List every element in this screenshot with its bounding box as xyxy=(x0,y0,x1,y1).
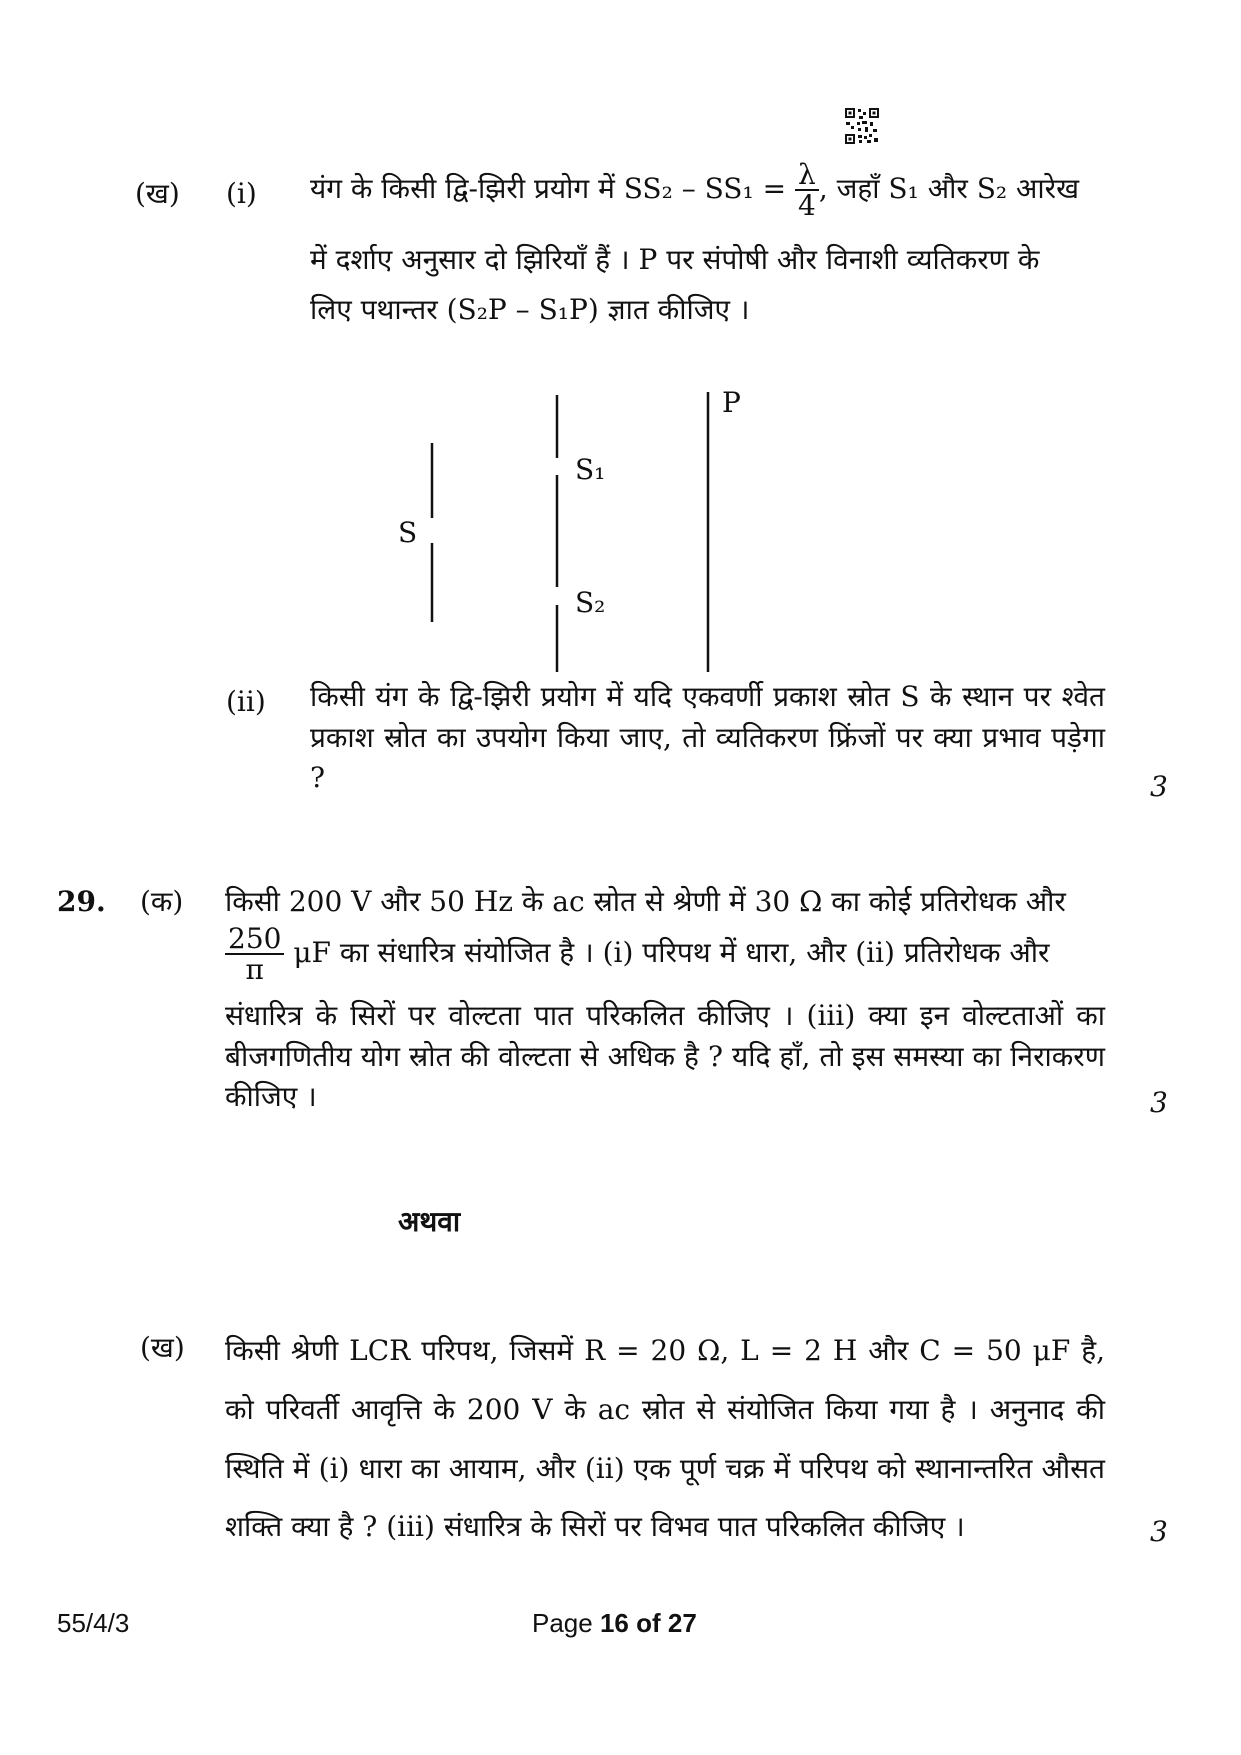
part-i-label: (i) xyxy=(226,177,257,210)
page-number xyxy=(532,1608,697,1639)
part-ii-text: किसी यंग के द्वि-झिरी प्रयोग में यदि एकवर्णी प्रकाश स्रोत S के स्थान पर श्वेत प्रकाश स्रोत का उपयोग किया जाए, तो व्यतिकरण फ्रिंजों पर क्या प्रभाव पड़ेगा ? xyxy=(310,680,1105,795)
label-s1: S₁ xyxy=(575,453,606,486)
section-b-marks: 3 xyxy=(1150,770,1168,803)
q29-part-b-label: (ख) xyxy=(140,1331,185,1364)
double-slit-diagram xyxy=(380,380,760,680)
q29-part-a-line-2-post: μF का संधारित्र संयोजित है । (i) परिपथ में धारा, और (ii) प्रतिरोधक और xyxy=(293,935,1050,969)
q29-part-b-text: किसी श्रेणी LCR परिपथ, जिसमें R = 20 Ω, L = 2 H और C = 50 μF है, को परिवर्ती आवृत्ति के 200 V के ac स्रोत से संयोजित किया गया है । अनुनाद की स्थिति में (i) धारा का आयाम, और (ii) एक पूर्ण चक्र में परिपथ को स्थानान्तरित औसत शक्ति क्या है ? (iii) संधारित्र के सिरों पर विभव पात परिकलित कीजिए । xyxy=(225,1334,1105,1544)
fraction-numerator: λ xyxy=(795,160,819,191)
q29-part-a-line-1: किसी 200 V और 50 Hz के ac स्रोत से श्रेणी में 30 Ω का कोई प्रतिरोधक और xyxy=(225,885,1066,918)
lambda-over-four-fraction xyxy=(795,160,819,221)
paper-code: 55/4/3 xyxy=(57,1608,130,1638)
q29-part-a-line-2 xyxy=(225,924,1105,985)
part-i-line-3: लिए पथान्तर (S₂P – S₁P) ज्ञात कीजिए । xyxy=(310,293,750,326)
label-s2: S₂ xyxy=(575,586,606,619)
q29-part-b-marks: 3 xyxy=(1150,1515,1168,1548)
question-number-29: 29. xyxy=(57,885,106,918)
label-p: P xyxy=(722,386,741,419)
page-of: of xyxy=(628,1608,668,1638)
page-prefix: Page xyxy=(532,1608,600,1638)
or-separator: अथवा xyxy=(398,1205,461,1238)
part-i-line-1-post: , जहाँ S₁ और S₂ आरेख xyxy=(818,171,1079,205)
part-i-line-1-pre: यंग के किसी द्वि-झिरी प्रयोग में SS₂ – SS₁ = xyxy=(310,171,787,205)
q29-part-a-label: (क) xyxy=(140,885,184,918)
part-i-line-1 xyxy=(310,160,1105,221)
page-current: 16 xyxy=(599,1608,629,1638)
qr-code-icon xyxy=(845,108,879,144)
page-total: 27 xyxy=(667,1608,697,1638)
part-ii-label: (ii) xyxy=(226,685,266,718)
section-b-label: (ख) xyxy=(135,177,180,210)
fraction-denominator: 4 xyxy=(797,189,816,223)
q29-part-a-marks: 3 xyxy=(1150,1086,1168,1119)
label-s: S xyxy=(398,516,418,549)
part-i-line-2: में दर्शाए अनुसार दो झिरियाँ हैं । P पर संपोषी और विनाशी व्यतिकरण के xyxy=(310,243,1040,276)
fraction-numerator: 250 xyxy=(225,924,284,955)
q29-part-a-rest: संधारित्र के सिरों पर वोल्टता पात परिकलित कीजिए । (iii) क्या इन वोल्टताओं का बीजगणितीय योग स्रोत की वोल्टता से अधिक है ? यदि हाँ, तो इस समस्या का निराकरण कीजिए । xyxy=(225,999,1105,1114)
capacitance-fraction xyxy=(225,924,284,985)
fraction-denominator: π xyxy=(245,953,264,987)
